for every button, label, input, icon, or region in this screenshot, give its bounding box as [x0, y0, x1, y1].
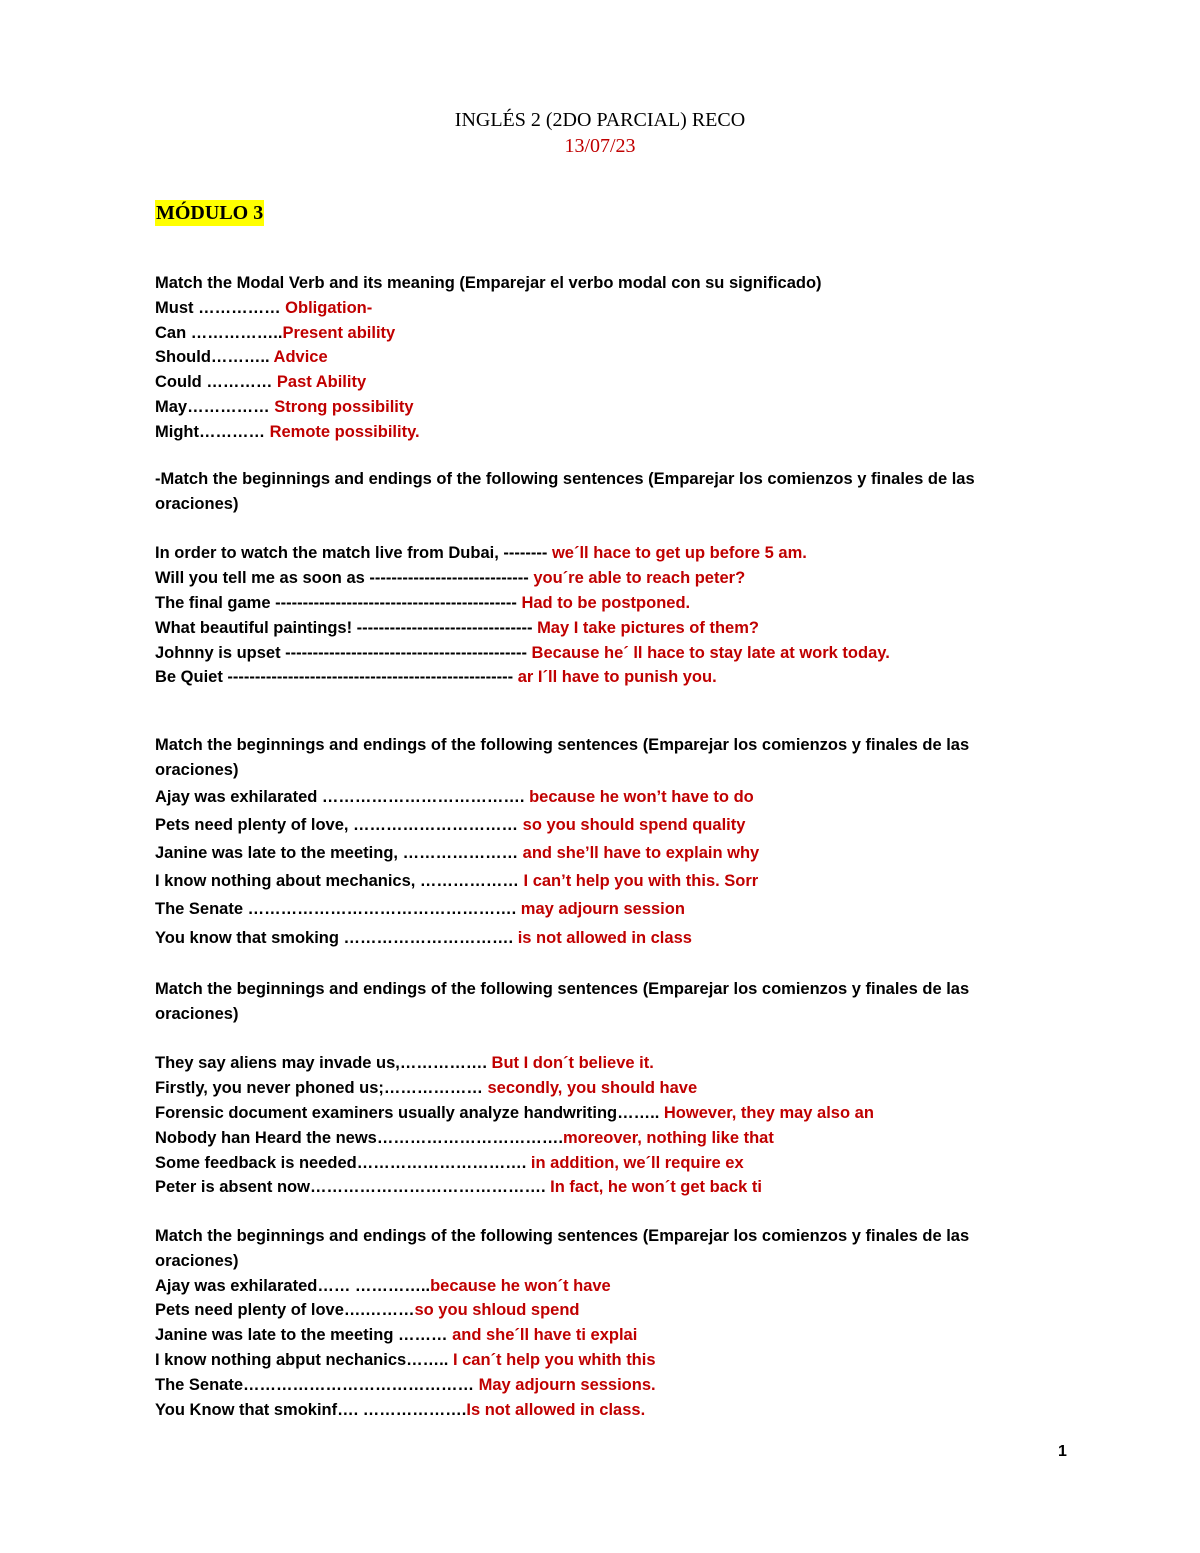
match-item	[155, 783, 1035, 811]
match-item	[155, 296, 1035, 321]
item-beginning: Nobody han Heard the news…………………………….	[155, 1128, 563, 1147]
item-ending: Is not allowed in class.	[466, 1400, 646, 1419]
item-ending: and she’ll have to explain why	[522, 844, 760, 862]
item-beginning: They say aliens may invade us,…………….	[155, 1054, 492, 1073]
item-beginning: Peter is absent now…………………………………….	[155, 1178, 551, 1197]
match-item	[155, 370, 1035, 395]
section-sentence-match-4	[155, 1224, 1035, 1422]
match-item	[155, 566, 1035, 591]
item-ending: Obligation-	[285, 298, 373, 317]
item-beginning: Janine was late to the meeting, …………………	[155, 844, 523, 862]
match-item	[155, 345, 1035, 370]
section-modal-verbs	[155, 271, 1035, 445]
item-beginning: The Senate……………………………………	[155, 1375, 479, 1394]
match-item	[155, 1373, 1035, 1398]
item-beginning: Must ……………	[155, 298, 286, 317]
section-sentence-match-1	[155, 467, 1035, 690]
match-item	[155, 1076, 1035, 1101]
item-beginning: Janine was late to the meeting ………	[155, 1326, 453, 1345]
match-item	[155, 665, 1035, 690]
item-ending: ar I´ll have to punish you.	[517, 668, 717, 687]
section-heading: Match the beginnings and endings of the following sentences (Emparejar los comienzos y finales de las oraciones)	[155, 1227, 970, 1270]
item-ending: Past Ability	[276, 373, 367, 392]
item-ending: is not allowed in class	[517, 928, 692, 947]
match-item	[155, 616, 1035, 641]
item-beginning: Will you tell me as soon as -----------------------------	[155, 569, 534, 588]
module-heading: MÓDULO 3	[156, 202, 264, 224]
section-heading: Match the beginnings and endings of the following sentences (Emparejar los comienzos y finales de las oraciones)	[155, 736, 970, 779]
blank-line	[155, 517, 1035, 542]
item-beginning: Ajay was exhilarated ……………………………….	[155, 787, 530, 806]
item-beginning: I know nothing abput nechanics……..	[155, 1350, 453, 1369]
section-heading: Match the beginnings and endings of the following sentences (Emparejar los comienzos y finales de las oraciones)	[155, 980, 970, 1023]
match-item	[155, 895, 1035, 923]
item-ending: May adjourn sessions.	[478, 1375, 656, 1394]
item-ending: so you shloud spend	[414, 1301, 580, 1320]
item-beginning: In order to watch the match live from Dubai, --------	[155, 544, 552, 563]
item-ending: In fact, he won´t get back ti	[550, 1178, 762, 1197]
match-item	[155, 591, 1035, 616]
match-item	[155, 641, 1035, 666]
match-item	[155, 839, 1035, 867]
item-ending: Had to be postponed.	[521, 593, 691, 612]
item-beginning: Some feedback is needed………………………….	[155, 1153, 531, 1172]
item-ending: But I don´t believe it.	[491, 1054, 654, 1073]
item-beginning: May……………	[155, 397, 275, 416]
document-title: INGLÉS 2 (2DO PARCIAL) RECO	[454, 109, 746, 131]
section-heading: Match the Modal Verb and its meaning (Emparejar el verbo modal con su significado)	[155, 274, 822, 292]
section-sentence-match-3	[155, 977, 1035, 1200]
item-ending: we´ll hace to get up before 5 am.	[551, 544, 807, 563]
item-ending: I can’t help you with this. Sorr	[523, 872, 759, 891]
item-ending: you´re able to reach peter?	[533, 569, 746, 588]
item-ending: and she´ll have ti explai	[452, 1326, 638, 1345]
item-beginning: Firstly, you never phoned us;………………	[155, 1079, 488, 1098]
item-ending: may adjourn session	[520, 900, 685, 919]
match-item	[155, 1348, 1035, 1373]
match-item	[155, 924, 1035, 952]
item-ending: May I take pictures of them?	[537, 618, 759, 637]
item-beginning: Forensic document examiners usually analyze handwriting……..	[155, 1103, 664, 1122]
item-beginning: Can ……………..	[155, 323, 283, 342]
document-date: 13/07/23	[564, 135, 636, 157]
match-item	[155, 1274, 1035, 1299]
item-beginning: Might…………	[155, 422, 270, 441]
item-beginning: Should………..	[155, 348, 274, 367]
item-ending: Present ability	[282, 323, 396, 342]
item-ending: I can´t help you whith this	[452, 1350, 656, 1369]
item-beginning: Pets need plenty of love, …………………………	[155, 815, 523, 834]
item-ending: in addition, we´ll require ex	[530, 1153, 744, 1172]
item-beginning: The final game --------------------------------------------	[155, 593, 522, 612]
match-item	[155, 541, 1035, 566]
item-ending: moreover, nothing like that	[562, 1128, 774, 1147]
section-heading: -Match the beginnings and endings of the following sentences (Emparejar los comienzos y finales de las oraciones)	[155, 470, 975, 513]
item-ending: Because he´ ll hace to stay late at work today.	[531, 643, 890, 662]
item-ending: because he won´t have	[430, 1276, 611, 1295]
match-item	[155, 1323, 1035, 1348]
match-item	[155, 1398, 1035, 1423]
match-item	[155, 1151, 1035, 1176]
item-ending: so you should spend quality	[522, 815, 746, 834]
item-ending: secondly, you should have	[487, 1079, 698, 1098]
item-beginning: You Know that smokinf…. ……………….	[155, 1400, 467, 1419]
item-beginning: Pets need plenty of love….………	[155, 1301, 415, 1320]
item-ending: Advice	[273, 348, 328, 367]
match-item	[155, 1298, 1035, 1323]
item-beginning: I know nothing about mechanics, ………………	[155, 872, 524, 891]
match-item	[155, 395, 1035, 420]
item-beginning: The Senate ………………………………………….	[155, 900, 521, 919]
match-item	[155, 1126, 1035, 1151]
item-ending: However, they may also an	[663, 1103, 874, 1122]
item-beginning: Be Quiet ----------------------------------------------------	[155, 668, 518, 687]
match-item	[155, 811, 1035, 839]
item-beginning: Ajay was exhilarated…… …………..	[155, 1276, 431, 1295]
item-beginning: Could …………	[155, 373, 277, 392]
match-item	[155, 867, 1035, 895]
item-beginning: What beautiful paintings! --------------------------------	[155, 618, 538, 637]
match-item	[155, 1101, 1035, 1126]
item-ending: Remote possibility.	[269, 422, 420, 441]
match-item	[155, 321, 1035, 346]
match-item	[155, 420, 1035, 445]
blank-line	[155, 1027, 1035, 1052]
match-item	[155, 1051, 1035, 1076]
section-sentence-match-2	[155, 733, 1035, 952]
match-item	[155, 1175, 1035, 1200]
item-beginning: Johnny is upset --------------------------------------------	[155, 643, 532, 662]
page-number: 1	[1058, 1443, 1067, 1460]
item-ending: because he won’t have to do	[529, 787, 754, 806]
item-ending: Strong possibility	[274, 397, 414, 416]
item-beginning: You know that smoking ………………………….	[155, 928, 518, 947]
